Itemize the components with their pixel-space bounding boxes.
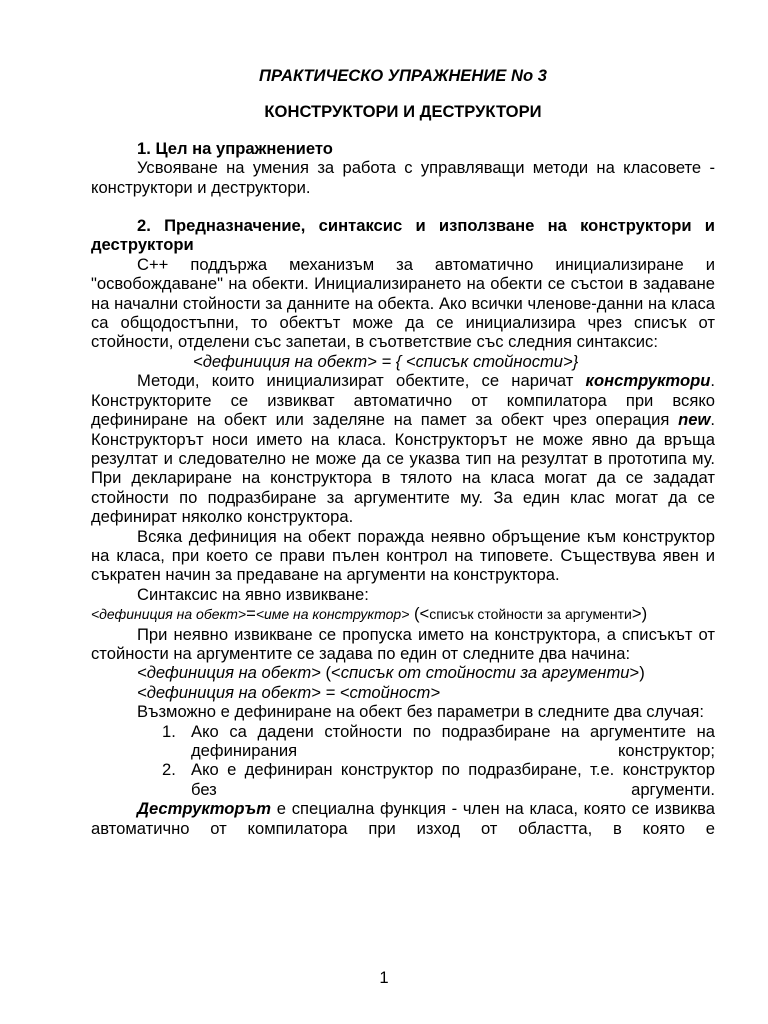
init-syntax-formula: <дефиниция на обект> = { <списък стойности>} [193, 351, 579, 371]
no-params-list [91, 722, 715, 800]
list-item-text: Ако е дефиниран конструктор по подразбиране, т.е. конструктор без аргументи. [191, 760, 715, 799]
implicit-1-object-def: <дефиниция на обект> [137, 663, 321, 683]
explicit-args-list: списък стойности за аргументи [429, 606, 632, 623]
paragraph-implicit-call: Всяка дефиниция на обект поражда неявно обръщение към конструктор на класа, при което се прави пълен контрол на типовете. Съществува явен и съкратен начин за предаване на аргументи на конструктора. [91, 526, 715, 585]
paragraph-no-params: Възможно е дефиниране на обект без параметри в следните два случая: [137, 702, 704, 722]
page-number: 1 [379, 968, 389, 987]
paragraph-destructor [91, 799, 715, 838]
list-item [91, 722, 715, 761]
list-item-number: 2. [162, 760, 176, 780]
list-item [91, 760, 715, 799]
destructor-text: е специална функция - член на класа, която се извиква автоматично от компилатора при изход от областта, в която е [91, 799, 715, 838]
constructors-text-c: . Конструкторите се извикват автоматично от компилатора при всяко дефиниране на обект или заделяне на памет за обект чрез операция [91, 371, 715, 430]
implicit-1-close: >) [629, 663, 645, 683]
section-2-heading: 2. Предназначение, синтаксис и използване на конструктори и деструктори [91, 216, 715, 255]
document-subtitle: КОНСТРУКТОРИ И ДЕСТРУКТОРИ [264, 102, 542, 122]
explicit-object-def: <дефиниция на обект> [91, 606, 247, 623]
paragraph-intro: С++ поддържа механизъм за автоматично инициализиране и "освобождаване" на обекти. Инициализирането на обекти се състои в задаване на начални стойности за данните на обекта. Ако всички членове-данни на класа са общодостъпни, то обектът може да се инициализира чрез списък от стойности, отделени със запетаи, в съответствие със следния синтаксис: [91, 254, 715, 352]
section-1-heading: 1. Цел на упражнението [137, 138, 333, 158]
list-item-text: Ако са дадени стойности по подразбиране на аргументите на дефинирания конструктор; [191, 721, 715, 760]
paragraph-implicit-ways: При неявно извикване се пропуска името на конструктора, а списъкът от стойности на аргументите се задава по един от следните два начина: [91, 624, 715, 663]
destructor-term: Деструкторът [137, 799, 272, 819]
implicit-syntax-2: <дефиниция на обект> = <стойност> [137, 682, 441, 702]
explicit-constructor-name: <име на конструктор> [255, 606, 410, 623]
implicit-1-open: (< [320, 663, 341, 683]
constructors-text-e: . Конструкторът носи името на класа. Конструкторът не може явно да връща резултат и следователно не може да се указва тип на резултат в прототипа му. При деклариране на конструктора в тялото на класа могат да се зададат стойности по подразбиране за аргументите му. За един клас могат да се дефинират няколко конструктора. [91, 410, 715, 527]
explicit-open: (< [409, 604, 430, 624]
explicit-syntax-label: Синтаксис на явно извикване: [137, 584, 369, 604]
implicit-syntax-1 [91, 663, 715, 682]
document-title: ПРАКТИЧЕСКО УПРАЖНЕНИЕ No 3 [259, 66, 547, 85]
explicit-close: >) [631, 604, 648, 624]
new-keyword: new [678, 410, 711, 430]
constructors-term: конструктори [585, 371, 711, 391]
explicit-syntax-line [91, 604, 715, 624]
paragraph-constructors [91, 371, 715, 526]
list-item-number: 1. [162, 721, 176, 741]
section-1-text: Усвояване на умения за работа с управляващи методи на класовете - конструктори и деструктори. [91, 158, 715, 197]
constructors-text-a: Методи, които инициализират обектите, се наричат [137, 371, 586, 391]
document-page [91, 66, 715, 838]
explicit-equals: = [246, 604, 256, 624]
implicit-1-args: списък от стойности за аргументи [340, 663, 630, 683]
